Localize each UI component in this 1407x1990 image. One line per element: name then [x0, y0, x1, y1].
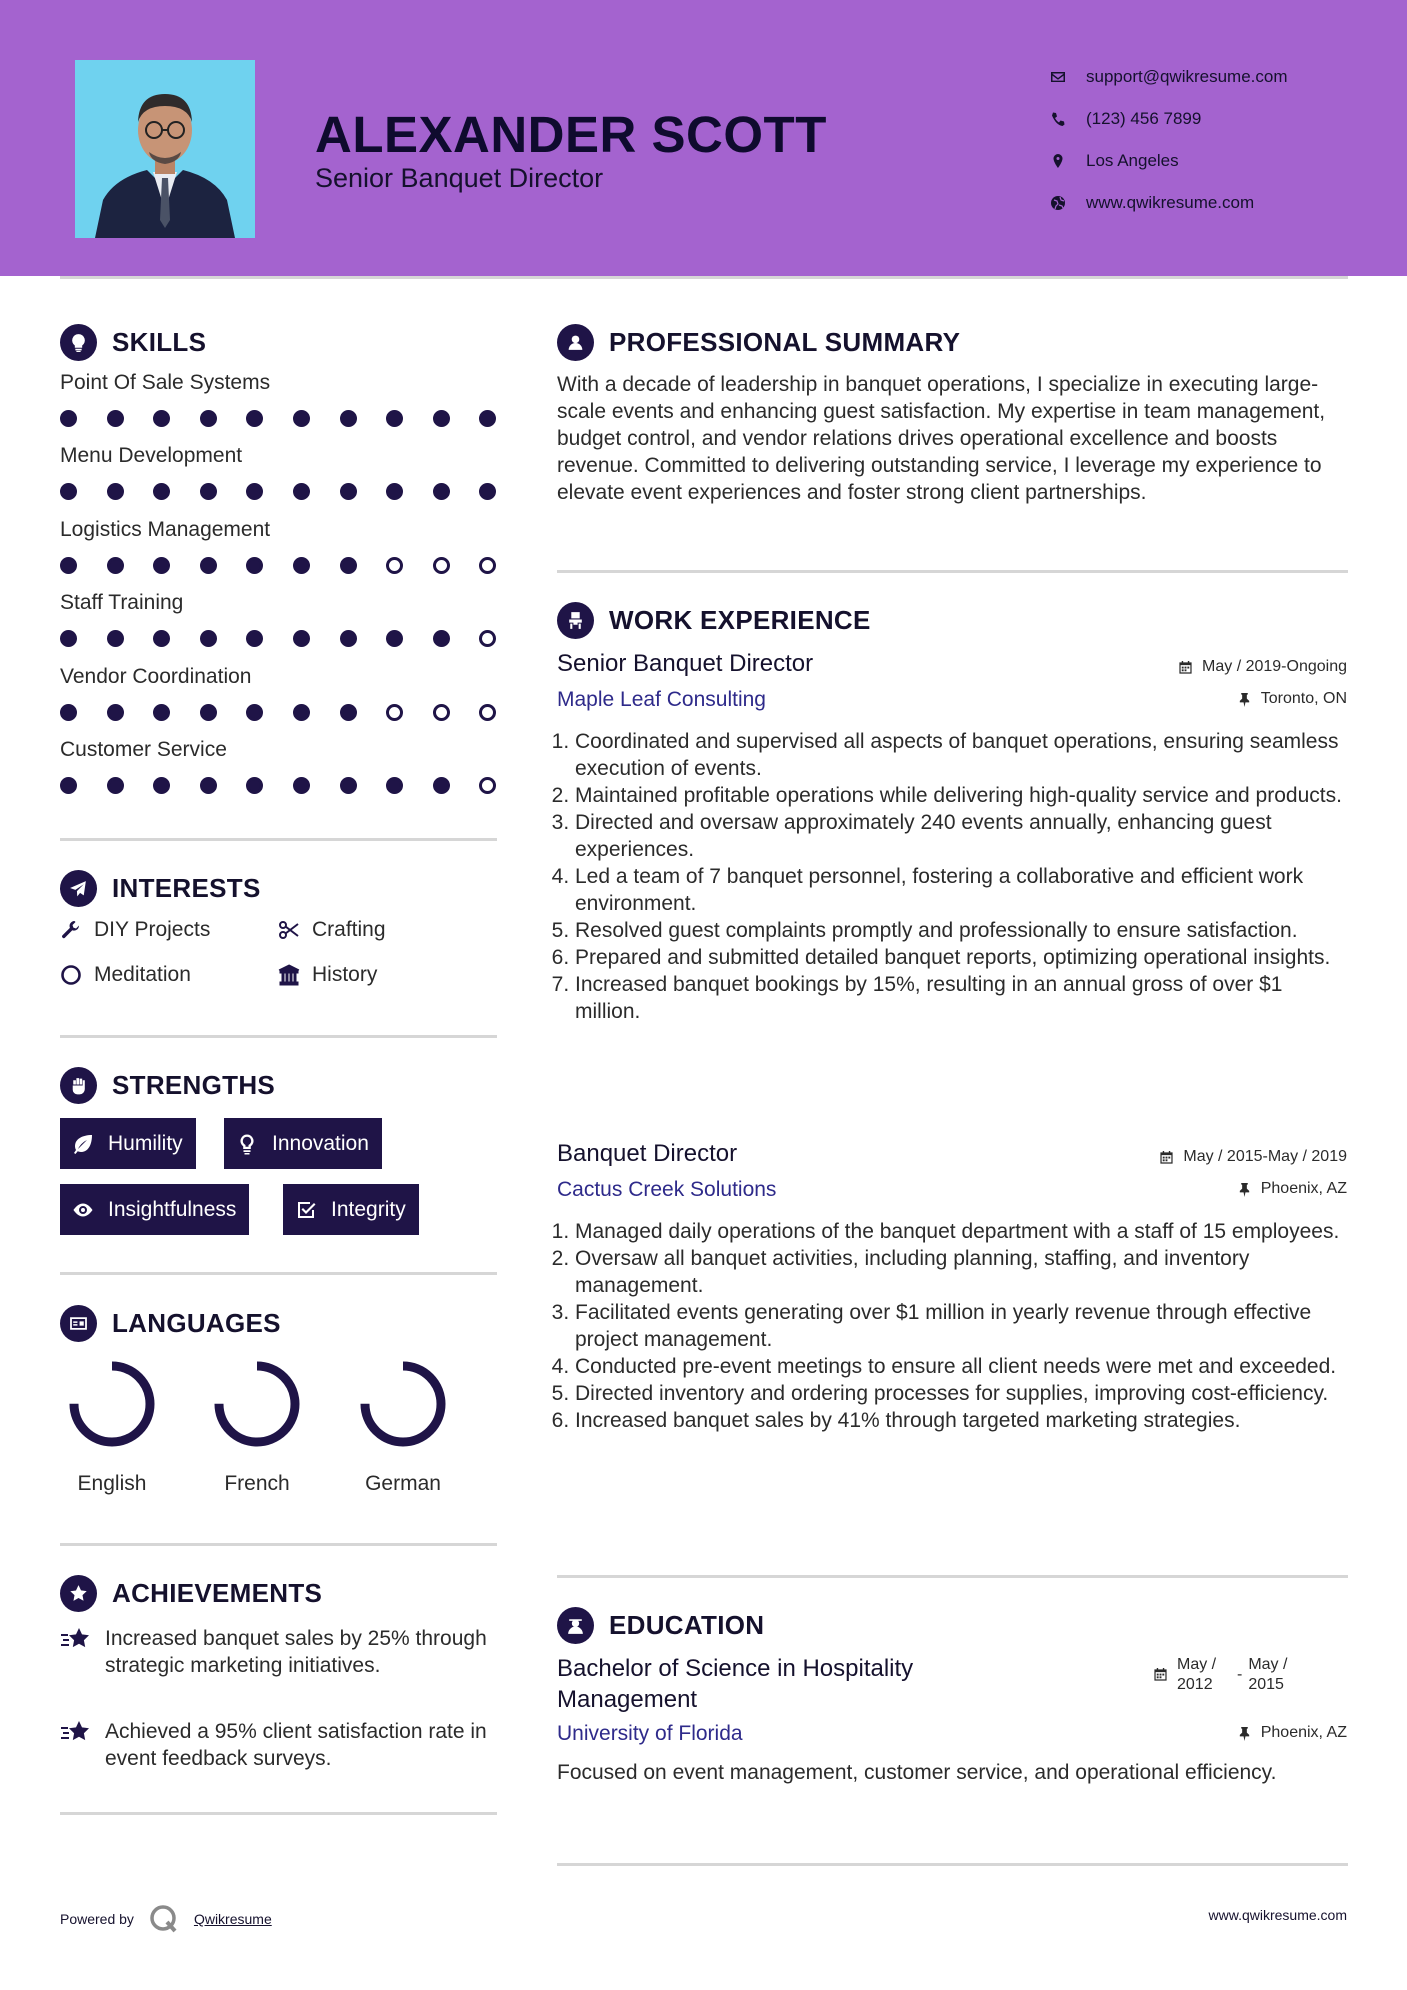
rating-dot-filled	[246, 410, 263, 427]
eye-icon	[72, 1199, 94, 1221]
school-name: University of Florida	[557, 1722, 743, 1745]
rating-dot-filled	[60, 704, 77, 721]
achievement-text: Increased banquet sales by 25% through strategic marketing initiatives.	[105, 1627, 487, 1677]
rating-dot-empty	[386, 704, 403, 721]
interest-label: Crafting	[312, 918, 386, 941]
duty-item: 3. Facilitated events generating over $1 million in yearly revenue through effective project management.	[575, 1299, 1350, 1353]
language-ring	[357, 1358, 449, 1450]
interest-item	[278, 918, 386, 942]
language-item	[62, 1358, 162, 1496]
rating-dot-filled	[293, 630, 310, 647]
strength-label: Innovation	[272, 1131, 369, 1155]
candidate-title: Senior Banquet Director	[315, 163, 604, 193]
job-dates	[1178, 658, 1347, 676]
calendar-icon	[1153, 1667, 1168, 1682]
education-location	[1237, 1724, 1347, 1742]
achievement-text: Achieved a 95% client satisfaction rate in event feedback surveys.	[105, 1720, 487, 1770]
rating-dot-filled	[246, 777, 263, 794]
divider	[557, 1863, 1348, 1866]
company-name: Maple Leaf Consulting	[557, 688, 766, 711]
leaf-icon	[72, 1133, 94, 1155]
duty-item: 2. Maintained profitable operations while delivering high-quality service and products.	[575, 782, 1350, 809]
rating-dot-filled	[107, 483, 124, 500]
profile-photo	[75, 60, 255, 238]
contact-list	[1050, 56, 1288, 224]
education-heading	[557, 1607, 764, 1644]
divider	[557, 570, 1348, 573]
rating-dot-filled	[246, 630, 263, 647]
rating-dot-empty	[433, 704, 450, 721]
duty-item: 1. Managed daily operations of the banquet department with a staff of 15 employees.	[575, 1218, 1350, 1245]
rating-dot-filled	[293, 557, 310, 574]
rating-dot-filled	[433, 410, 450, 427]
education-dates	[1153, 1655, 1296, 1695]
skill-name: Customer Service	[60, 738, 227, 761]
rating-dot-filled	[153, 704, 170, 721]
globe-icon	[1050, 195, 1066, 211]
paper-plane-icon	[68, 878, 89, 899]
language-ring	[66, 1358, 158, 1450]
skills-heading	[60, 324, 206, 361]
rating-dot-filled	[107, 557, 124, 574]
powered-by-text: Powered by	[60, 1911, 134, 1927]
rating-dot-filled	[60, 777, 77, 794]
languages-heading	[60, 1305, 281, 1342]
achievement-item	[60, 1718, 490, 1772]
rating-dot-filled	[60, 630, 77, 647]
rating-dot-filled	[340, 630, 357, 647]
wrench-icon	[60, 919, 82, 941]
rating-dot-filled	[60, 557, 77, 574]
user-icon	[565, 332, 586, 353]
achievements-heading	[60, 1575, 322, 1612]
duty-item: 6. Prepared and submitted detailed banquet reports, optimizing operational insights.	[575, 944, 1350, 971]
strength-badge	[224, 1118, 382, 1169]
summary-text: With a decade of leadership in banquet operations, I specialize in executing large-scale events and enhancing guest satisfaction. My expertise in team management, budget control, and vendor relations drives operational excellence and boosts revenue. Committed to delivering outstanding service, I leverage my experience to elevate event experiences and foster strong client partnerships.	[557, 373, 1326, 504]
achievement-item	[60, 1625, 490, 1679]
skill-name: Vendor Coordination	[60, 664, 252, 688]
mail-icon	[1050, 69, 1066, 85]
skill-name: Staff Training	[60, 591, 184, 615]
rating-dot-filled	[60, 483, 77, 500]
duty-item: 5. Directed inventory and ordering processes for supplies, improving cost-efficiency.	[575, 1380, 1350, 1407]
rating-dot-filled	[293, 777, 310, 794]
language-item	[353, 1358, 453, 1496]
rating-dot-filled	[340, 557, 357, 574]
interests-heading	[60, 870, 261, 907]
skill-name: Logistics Management	[60, 517, 271, 541]
experience-heading	[557, 602, 871, 639]
summary-title: PROFESSIONAL SUMMARY	[609, 327, 961, 357]
language-level-arc	[365, 1366, 441, 1442]
contact-email[interactable]	[1050, 56, 1288, 98]
skill-rating	[60, 777, 526, 794]
rating-dot-empty	[386, 557, 403, 574]
duty-item: 5. Resolved guest complaints promptly and professionally to ensure satisfaction.	[575, 917, 1350, 944]
strength-label: Integrity	[331, 1197, 406, 1221]
degree-title: Bachelor of Science in Hospitality Management	[557, 1655, 914, 1713]
rating-dot-filled	[153, 410, 170, 427]
strength-badge	[60, 1118, 196, 1169]
skill-rating	[60, 557, 526, 574]
contact-website-text: www.qwikresume.com	[1086, 193, 1255, 212]
rating-dot-filled	[293, 410, 310, 427]
language-name: English	[77, 1472, 147, 1495]
language-name: French	[224, 1472, 290, 1495]
rating-dot-filled	[340, 704, 357, 721]
job-title: Senior Banquet Director	[557, 650, 814, 677]
qwikresume-link[interactable]: Qwikresume	[193, 1911, 272, 1927]
rating-dot-filled	[293, 704, 310, 721]
language-level-arc	[219, 1366, 295, 1442]
rating-dot-empty	[479, 777, 496, 794]
interest-item	[278, 963, 377, 987]
rating-dot-filled	[246, 483, 263, 500]
interest-label: History	[312, 963, 378, 986]
museum-icon	[278, 964, 300, 986]
strengths-title: STRENGTHS	[112, 1070, 276, 1100]
rating-dot-empty	[433, 557, 450, 574]
job-duties	[575, 1218, 1350, 1434]
divider	[60, 1812, 497, 1815]
interest-label: DIY Projects	[94, 918, 211, 941]
footer-powered-by	[60, 1903, 272, 1935]
rating-dot-filled	[153, 557, 170, 574]
education-location-text: Phoenix, AZ	[1260, 1724, 1347, 1741]
divider	[60, 838, 497, 841]
job-dates-text: May / 2015-May / 2019	[1183, 1148, 1347, 1165]
rating-dot-filled	[479, 483, 496, 500]
rating-dot-filled	[60, 410, 77, 427]
job-dates	[1159, 1148, 1347, 1166]
scissors-icon	[278, 919, 300, 941]
job-location-text: Toronto, ON	[1260, 690, 1347, 707]
calendar-icon	[1159, 1150, 1174, 1165]
rating-dot-filled	[200, 483, 217, 500]
rating-dot-filled	[433, 630, 450, 647]
interests-title: INTERESTS	[112, 873, 261, 903]
header-divider	[60, 276, 1348, 279]
rating-dot-filled	[246, 557, 263, 574]
contact-email-text: support@qwikresume.com	[1086, 67, 1288, 86]
lightbulb-icon	[236, 1133, 258, 1155]
contact-phone-text: (123) 456 7899	[1086, 109, 1202, 128]
skill-rating	[60, 630, 526, 647]
skill-rating	[60, 410, 526, 427]
job-title: Banquet Director	[557, 1140, 738, 1167]
divider	[60, 1035, 497, 1038]
rating-dot-filled	[153, 630, 170, 647]
divider	[60, 1272, 497, 1275]
interest-item	[60, 963, 191, 987]
rating-dot-filled	[433, 483, 450, 500]
rating-dot-filled	[200, 777, 217, 794]
pushpin-icon	[1237, 1726, 1252, 1741]
star-icon	[60, 1720, 92, 1746]
phone-icon	[1050, 111, 1066, 127]
strength-label: Humility	[108, 1131, 183, 1155]
rating-dot-filled	[200, 410, 217, 427]
duty-item: 6. Increased banquet sales by 41% through targeted marketing strategies.	[575, 1407, 1350, 1434]
rating-dot-filled	[386, 483, 403, 500]
summary-heading	[557, 324, 960, 361]
pushpin-icon	[1237, 692, 1252, 707]
rating-dot-filled	[246, 704, 263, 721]
language-ring	[211, 1358, 303, 1450]
contact-location	[1050, 140, 1288, 182]
contact-location-text: Los Angeles	[1086, 151, 1179, 170]
rating-dot-empty	[479, 704, 496, 721]
duty-item: 3. Directed and oversaw approximately 240 events annually, enhancing guest experiences.	[575, 809, 1350, 863]
education-end: May / 2015	[1248, 1656, 1288, 1693]
qwikresume-logo-icon	[148, 1903, 180, 1935]
job-dates-text: May / 2019-Ongoing	[1202, 658, 1347, 675]
rating-dot-filled	[107, 630, 124, 647]
circle-icon	[60, 964, 82, 986]
experience-title: WORK EXPERIENCE	[609, 605, 871, 635]
rating-dot-filled	[340, 483, 357, 500]
divider	[60, 1543, 497, 1546]
star-icon	[60, 1627, 92, 1653]
divider	[557, 1575, 1348, 1578]
rating-dot-filled	[340, 777, 357, 794]
languages-title: LANGUAGES	[112, 1308, 281, 1338]
job-location	[1237, 690, 1347, 708]
strengths-heading	[60, 1067, 275, 1104]
lightbulb-icon	[68, 332, 89, 353]
job-location	[1237, 1180, 1347, 1198]
rating-dot-filled	[107, 777, 124, 794]
rating-dot-filled	[107, 704, 124, 721]
duty-item: 7. Increased banquet bookings by 15%, resulting in an annual gross of over $1 million.	[575, 971, 1350, 1025]
rating-dot-filled	[200, 630, 217, 647]
contact-phone[interactable]	[1050, 98, 1288, 140]
rating-dot-filled	[433, 777, 450, 794]
company-name: Cactus Creek Solutions	[557, 1178, 777, 1201]
rating-dot-filled	[107, 410, 124, 427]
education-start: May / 2012	[1177, 1656, 1217, 1693]
skill-name: Menu Development	[60, 444, 243, 468]
fist-icon	[68, 1075, 89, 1096]
interest-label: Meditation	[94, 963, 191, 986]
job-location-text: Phoenix, AZ	[1260, 1180, 1347, 1197]
skill-rating	[60, 704, 526, 721]
contact-website[interactable]	[1050, 182, 1288, 224]
calendar-icon	[1178, 660, 1193, 675]
rating-dot-filled	[479, 410, 496, 427]
rating-dot-filled	[153, 777, 170, 794]
language-name: German	[365, 1472, 441, 1495]
rating-dot-filled	[340, 410, 357, 427]
duty-item: 4. Conducted pre-event meetings to ensure all client needs were met and exceeded.	[575, 1353, 1350, 1380]
skills-title: SKILLS	[112, 327, 207, 357]
education-description: Focused on event management, customer service, and operational efficiency.	[557, 1761, 1277, 1784]
interest-item	[60, 918, 210, 942]
rating-dot-filled	[153, 483, 170, 500]
education-title: EDUCATION	[609, 1610, 765, 1640]
rating-dot-filled	[386, 630, 403, 647]
star-icon	[68, 1583, 89, 1604]
duty-item: 1. Coordinated and supervised all aspects of banquet operations, ensuring seamless execution of events.	[575, 728, 1350, 782]
rating-dot-filled	[293, 483, 310, 500]
strength-badge	[60, 1184, 249, 1235]
chair-icon	[565, 610, 586, 631]
language-item	[207, 1358, 307, 1496]
rating-dot-filled	[386, 777, 403, 794]
graduate-icon	[565, 1615, 586, 1636]
date-separator: -	[1237, 1666, 1243, 1683]
rating-dot-filled	[200, 704, 217, 721]
job-duties	[575, 728, 1350, 1025]
checkbox-icon	[295, 1199, 317, 1221]
pushpin-icon	[1237, 1182, 1252, 1197]
duty-item: 4. Led a team of 7 banquet personnel, fostering a collaborative and efficient work environment.	[575, 863, 1350, 917]
map-pin-icon	[1050, 153, 1066, 169]
footer-website[interactable]: www.qwikresume.com	[1208, 1907, 1347, 1923]
strength-badge	[283, 1184, 419, 1235]
language-level-arc	[74, 1366, 150, 1442]
achievements-title: ACHIEVEMENTS	[112, 1578, 323, 1608]
rating-dot-empty	[479, 630, 496, 647]
rating-dot-filled	[386, 410, 403, 427]
rating-dot-empty	[479, 557, 496, 574]
rating-dot-filled	[200, 557, 217, 574]
skill-name: Point Of Sale Systems	[60, 371, 271, 394]
candidate-name: ALEXANDER SCOTT	[315, 106, 827, 163]
id-card-icon	[68, 1313, 89, 1334]
resume-header	[0, 0, 1407, 276]
strength-label: Insightfulness	[108, 1197, 237, 1221]
skill-rating	[60, 483, 526, 500]
duty-item: 2. Oversaw all banquet activities, including planning, staffing, and inventory management.	[575, 1245, 1350, 1299]
